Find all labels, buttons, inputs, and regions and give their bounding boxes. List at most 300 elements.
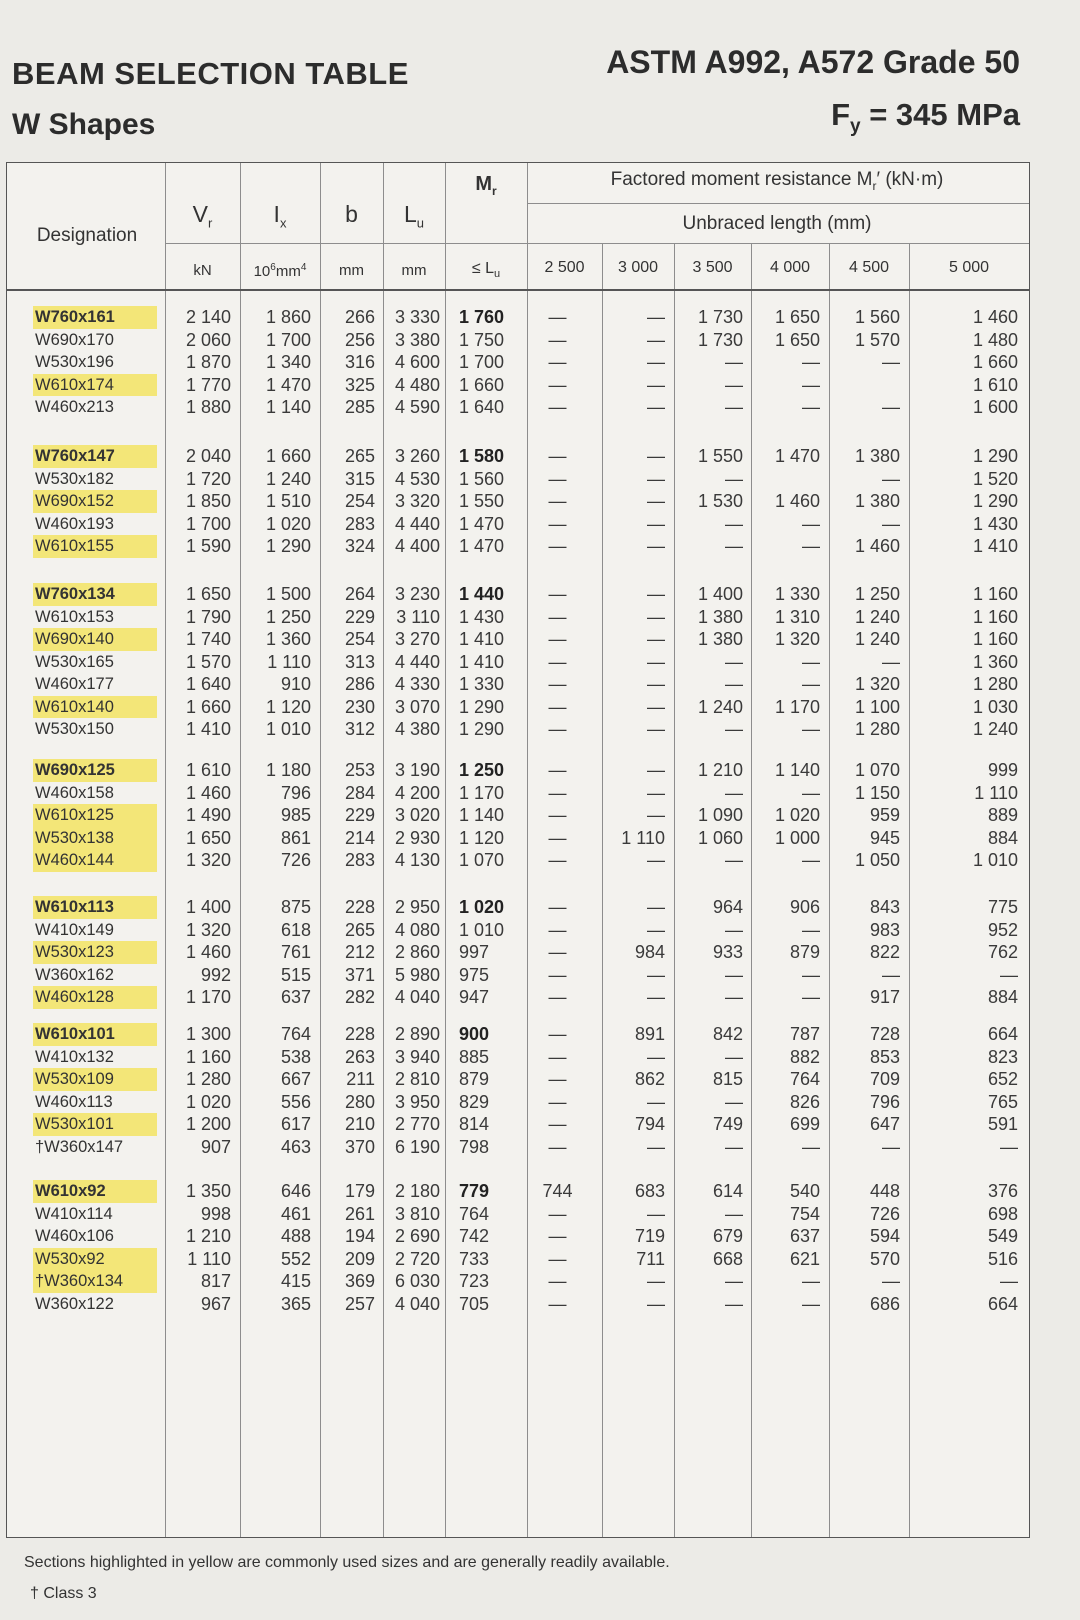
designation-cell: W460x193	[35, 514, 114, 533]
table-cell: 1 280	[972, 674, 1018, 694]
unbraced-length-header: Unbraced length (mm)	[682, 213, 872, 234]
col-divider	[829, 243, 830, 1537]
designation-column	[33, 1023, 157, 1158]
table-cell: 3 260	[394, 446, 440, 466]
m3500-column	[677, 306, 743, 419]
table-cell: 1 410	[459, 651, 505, 672]
table-cell: —	[725, 1271, 743, 1291]
table-cell: 975	[459, 964, 490, 985]
mr-column	[459, 1023, 523, 1158]
table-cell: 3 270	[394, 629, 440, 649]
table-cell: —	[882, 513, 900, 534]
col-divider	[383, 163, 384, 1537]
length-4500: 4 500	[848, 259, 890, 276]
table-cell: —	[1000, 1271, 1018, 1291]
table-cell: —	[548, 827, 567, 848]
table-cell: 933	[712, 942, 743, 962]
table-cell: 1 580	[459, 446, 505, 466]
beam-selection-table	[6, 162, 1030, 1538]
table-cell: 4 400	[394, 536, 440, 556]
table-cell: —	[647, 1293, 665, 1314]
table-cell: 842	[712, 1024, 743, 1044]
table-cell: 884	[987, 987, 1018, 1007]
table-cell	[832, 374, 900, 397]
designation-cell: W610x113	[33, 896, 157, 919]
table-cell: 1 020	[265, 513, 311, 534]
header-left	[12, 56, 409, 142]
designation-cell: W530x109	[33, 1068, 157, 1091]
table-cell: 2 890	[394, 1024, 440, 1044]
table-cell: —	[725, 1136, 743, 1157]
table-cell: —	[802, 1136, 820, 1157]
table-cell: —	[647, 1271, 665, 1291]
table-cell: —	[548, 629, 567, 649]
table-cell: 1 850	[185, 491, 231, 511]
table-cell: —	[802, 782, 820, 803]
designation-cell: W530x123	[33, 941, 157, 964]
table-cell: 1 070	[854, 760, 900, 780]
m5000-column	[912, 1023, 1018, 1158]
table-cell: 3 020	[394, 805, 440, 825]
table-cell: 1 240	[854, 606, 900, 627]
table-cell: —	[802, 674, 820, 694]
table-cell: 1 410	[972, 536, 1018, 556]
designation-cell: W610x174	[33, 374, 157, 397]
m5000-column	[912, 306, 1018, 419]
table-cell: —	[647, 1046, 665, 1067]
table-cell: 3 320	[394, 491, 440, 511]
table-cell: 1 160	[972, 584, 1018, 604]
b-column	[323, 306, 375, 419]
table-cell: 775	[987, 897, 1018, 917]
m3500-column	[677, 1180, 743, 1315]
table-cell: 1 240	[697, 696, 743, 717]
table-cell: 967	[200, 1293, 231, 1314]
table-cell: —	[725, 964, 743, 985]
table-cell: 229	[344, 805, 375, 825]
table-cell: —	[725, 651, 743, 672]
table-cell: —	[725, 536, 743, 556]
ix-unit: $10^6mm^4$	[253, 262, 307, 280]
table-cell: 1 170	[185, 987, 231, 1007]
mr-column	[459, 896, 523, 1009]
designation-column	[33, 445, 157, 558]
table-cell: 882	[789, 1046, 820, 1067]
table-cell: 964	[712, 897, 743, 917]
row-divider	[527, 203, 1029, 204]
table-cell: 1 360	[972, 651, 1018, 672]
footnote-class3: † Class 3	[30, 1585, 97, 1602]
ix-column	[243, 896, 311, 1009]
table-cell: 1 470	[265, 374, 311, 395]
table-cell: —	[647, 329, 665, 350]
m2500-column	[530, 896, 585, 1009]
table-cell: 1 120	[265, 696, 311, 717]
mr-column	[459, 445, 523, 558]
table-cell: 1 480	[972, 329, 1018, 350]
table-cell: 1 110	[187, 1248, 231, 1269]
table-cell: 798	[459, 1136, 490, 1157]
table-cell: 179	[344, 1181, 375, 1201]
ix-column	[243, 1023, 311, 1158]
table-cell: 2 140	[185, 307, 231, 327]
table-cell: 324	[344, 536, 375, 556]
table-cell: —	[548, 897, 567, 917]
m3500-column	[677, 1023, 743, 1158]
table-cell: 2 930	[394, 827, 440, 848]
vr-column	[169, 1023, 231, 1158]
table-cell: —	[548, 1248, 567, 1269]
page-subtitle: W Shapes	[12, 108, 156, 141]
table-cell: —	[802, 850, 820, 870]
table-cell: 1 510	[265, 491, 311, 511]
vr-column	[169, 1180, 231, 1315]
table-cell: 1 280	[185, 1069, 231, 1089]
ix-column	[243, 759, 311, 872]
table-cell: —	[647, 397, 665, 417]
ix-column	[243, 445, 311, 558]
col-divider	[602, 243, 603, 1537]
m4500-column	[832, 759, 900, 872]
table-cell: 1 160	[972, 606, 1018, 627]
m3000-column	[605, 445, 665, 558]
table-cell: 1 150	[854, 782, 900, 803]
table-cell: 3 230	[394, 584, 440, 604]
table-cell: 1 660	[265, 446, 311, 466]
table-cell: 796	[280, 782, 311, 803]
table-cell: 1 440	[459, 584, 505, 604]
col-divider	[165, 163, 166, 1537]
table-cell: 316	[344, 352, 375, 372]
table-cell: 765	[987, 1091, 1018, 1112]
table-cell: 1 410	[459, 629, 505, 649]
table-cell: 1 100	[854, 696, 900, 717]
designation-cell: W530x138	[33, 827, 157, 850]
table-cell: 1 790	[185, 606, 231, 627]
table-cell: —	[548, 374, 567, 395]
table-cell: 261	[344, 1203, 375, 1224]
table-cell: 371	[344, 964, 375, 985]
table-cell: —	[647, 491, 665, 511]
table-cell: 376	[987, 1181, 1018, 1201]
table-cell: 4 040	[394, 987, 440, 1007]
m2500-column	[530, 1180, 585, 1315]
table-cell: —	[548, 491, 567, 511]
b-column	[323, 759, 375, 872]
table-cell: 265	[344, 919, 375, 940]
table-cell: —	[725, 987, 743, 1007]
vr-column	[169, 759, 231, 872]
vr-header: $V_r$	[192, 201, 213, 231]
table-cell: 264	[344, 584, 375, 604]
table-cell: 652	[987, 1069, 1018, 1089]
table-cell: 1 650	[774, 329, 820, 350]
designation-cell: W610x92	[33, 1180, 157, 1203]
table-cell: 1 250	[854, 584, 900, 604]
table-cell: 764	[789, 1069, 820, 1089]
table-cell: —	[647, 1136, 665, 1157]
table-cell: —	[548, 919, 567, 940]
table-cell: 552	[280, 1248, 311, 1269]
lu-column	[386, 896, 440, 1009]
table-cell: 1 310	[774, 606, 820, 627]
m4000-column	[754, 896, 820, 1009]
table-cell: 618	[280, 919, 311, 940]
table-cell: 4 380	[394, 719, 440, 739]
table-cell: 4 200	[394, 782, 440, 803]
table-cell: —	[725, 513, 743, 534]
designation-header: Designation	[36, 225, 138, 246]
table-cell: 1 290	[972, 446, 1018, 466]
table-cell: 1 600	[972, 397, 1018, 417]
m4500-column	[832, 1023, 900, 1158]
designation-column	[33, 583, 157, 741]
b-unit: mm	[339, 262, 364, 279]
table-cell: 1 760	[459, 307, 505, 327]
table-cell: —	[647, 760, 665, 780]
table-cell: —	[548, 964, 567, 985]
table-cell: 5 980	[394, 964, 440, 985]
m3000-column	[605, 759, 665, 872]
m5000-column	[912, 896, 1018, 1009]
length-3000: 3 000	[617, 259, 659, 276]
table-cell: 885	[459, 1046, 490, 1067]
table-cell: 3 190	[394, 760, 440, 780]
designation-cell: W610x155	[33, 535, 157, 558]
table-cell: 764	[459, 1203, 490, 1224]
b-column	[323, 1180, 375, 1315]
table-cell: —	[1000, 1136, 1018, 1157]
m3000-column	[605, 896, 665, 1009]
table-cell: 3 110	[396, 606, 440, 627]
table-cell: 875	[280, 897, 311, 917]
table-cell: 1 380	[697, 606, 743, 627]
col-divider	[445, 163, 446, 1537]
table-cell: 1 550	[459, 491, 505, 511]
col-divider	[751, 243, 752, 1537]
m3000-column	[605, 306, 665, 419]
table-cell: 1 170	[774, 696, 820, 717]
table-cell: 817	[200, 1271, 231, 1291]
table-cell: 1 160	[185, 1046, 231, 1067]
table-cell: 1 880	[185, 397, 231, 417]
table-cell: 1 660	[185, 696, 231, 717]
table-cell: 4 440	[394, 651, 440, 672]
table-cell: 787	[789, 1024, 820, 1044]
designation-cell: W360x162	[35, 965, 114, 984]
table-cell: 2 950	[394, 897, 440, 917]
table-cell: —	[647, 513, 665, 534]
table-cell: 1 770	[185, 374, 231, 395]
ix-header: $I_x$	[273, 201, 287, 231]
mr-column	[459, 583, 523, 741]
table-cell: 461	[280, 1203, 311, 1224]
mr-column	[459, 1180, 523, 1315]
table-cell: 1 060	[697, 827, 743, 848]
col-divider	[240, 163, 241, 1537]
table-cell: 733	[459, 1248, 490, 1269]
m4500-column	[832, 896, 900, 1009]
table-cell: —	[882, 352, 900, 372]
table-cell: 984	[634, 942, 665, 962]
table-cell: 719	[634, 1226, 665, 1246]
table-cell: 230	[344, 696, 375, 717]
table-cell: 1 610	[185, 760, 231, 780]
b-column	[323, 896, 375, 1009]
table-cell: —	[802, 397, 820, 417]
col-divider	[320, 163, 321, 1537]
table-cell: 4 440	[394, 513, 440, 534]
table-cell: 1 730	[697, 329, 743, 350]
vr-unit: kN	[193, 262, 212, 279]
table-cell: 1 660	[972, 352, 1018, 372]
table-cell: 2 180	[394, 1181, 440, 1201]
designation-cell: W460x113	[35, 1092, 113, 1111]
table-cell: 889	[987, 805, 1018, 825]
table-cell: 285	[344, 397, 375, 417]
b-column	[323, 445, 375, 558]
table-cell: 1 430	[459, 606, 505, 627]
table-cell: —	[548, 850, 567, 870]
table-cell: 728	[869, 1024, 900, 1044]
page-title: BEAM SELECTION TABLE	[12, 56, 409, 91]
table-cell: 4 530	[394, 468, 440, 489]
table-cell: 744	[542, 1181, 573, 1201]
table-cell: 3 380	[394, 329, 440, 350]
designation-cell: W690x140	[33, 628, 157, 651]
designation-cell: W460x158	[35, 783, 114, 802]
table-cell: 617	[280, 1114, 311, 1134]
table-cell: 540	[789, 1181, 820, 1201]
table-cell: 829	[459, 1091, 490, 1112]
table-cell: 1 120	[459, 827, 505, 848]
table-cell: 906	[789, 897, 820, 917]
table-cell: 1 750	[459, 329, 505, 350]
table-cell: —	[725, 719, 743, 739]
designation-cell: W460x144	[33, 849, 157, 872]
table-cell: 1 430	[972, 513, 1018, 534]
table-cell: 3 950	[394, 1091, 440, 1112]
table-cell: 1 490	[185, 805, 231, 825]
table-cell: 1 410	[185, 719, 231, 739]
table-cell: 254	[344, 491, 375, 511]
row-divider	[165, 243, 1029, 244]
designation-cell: W460x177	[35, 675, 114, 693]
table-cell: 1 470	[774, 446, 820, 466]
table-cell: —	[548, 1091, 567, 1112]
designation-cell: W610x153	[35, 607, 114, 626]
table-cell: 254	[344, 629, 375, 649]
table-cell: —	[647, 1091, 665, 1112]
designation-cell: W530x101	[33, 1113, 157, 1136]
table-cell: —	[548, 606, 567, 627]
m2500-column	[530, 1023, 585, 1158]
table-cell: 6 190	[394, 1136, 440, 1157]
lu-column	[386, 1023, 440, 1158]
table-cell: 1 240	[265, 468, 311, 489]
table-cell: 815	[712, 1069, 743, 1089]
table-cell: 637	[280, 987, 311, 1007]
table-cell: 814	[459, 1114, 490, 1134]
table-cell: 1 240	[854, 629, 900, 649]
table-cell: 1 010	[265, 719, 311, 739]
table-cell: 570	[869, 1248, 900, 1269]
table-cell: 1 180	[265, 760, 311, 780]
table-cell: 2 720	[394, 1248, 440, 1269]
table-cell: —	[725, 468, 743, 489]
table-cell: —	[725, 850, 743, 870]
table-cell: 646	[280, 1181, 311, 1201]
table-cell: 1 380	[697, 629, 743, 649]
table-cell: 228	[344, 897, 375, 917]
table-cell: 1 290	[265, 536, 311, 556]
vr-column	[169, 306, 231, 419]
table-cell: 1 640	[459, 397, 505, 417]
designation-cell: W530x196	[35, 353, 114, 371]
table-cell: 764	[280, 1024, 311, 1044]
vr-column	[169, 896, 231, 1009]
table-cell: —	[647, 987, 665, 1007]
m3000-column	[605, 1180, 665, 1315]
table-cell: 284	[344, 782, 375, 803]
m4000-column	[754, 583, 820, 741]
table-cell: —	[647, 805, 665, 825]
table-cell: 6 030	[394, 1271, 440, 1291]
table-cell: 907	[200, 1136, 231, 1157]
table-cell: 3 070	[394, 696, 440, 717]
table-cell: 280	[344, 1091, 375, 1112]
designation-cell: W760x134	[33, 583, 157, 606]
table-cell: 1 470	[459, 513, 505, 534]
b-column	[323, 583, 375, 741]
table-cell: 3 940	[394, 1046, 440, 1067]
table-cell: —	[725, 1091, 743, 1112]
table-cell: —	[548, 1136, 567, 1157]
table-cell: —	[725, 374, 743, 395]
table-cell: —	[548, 468, 567, 489]
table-cell: 709	[869, 1069, 900, 1089]
table-cell: 253	[344, 760, 375, 780]
table-cell: —	[548, 1069, 567, 1089]
table-cell: 667	[280, 1069, 311, 1089]
table-cell: 228	[344, 1024, 375, 1044]
table-cell: 283	[344, 850, 375, 870]
table-cell: —	[647, 307, 665, 327]
table-cell: —	[725, 1046, 743, 1067]
table-cell: 1 570	[854, 329, 900, 350]
table-cell: 1 050	[854, 850, 900, 870]
table-cell: 1 720	[185, 468, 231, 489]
table-cell: 686	[869, 1293, 900, 1314]
designation-cell: W690x125	[33, 759, 157, 782]
col-divider	[527, 163, 528, 1537]
table-cell: 1 090	[697, 805, 743, 825]
table-cell: —	[882, 468, 900, 489]
vr-column	[169, 583, 231, 741]
table-cell: 1 240	[972, 719, 1018, 739]
table-cell: 1 140	[265, 397, 311, 417]
table-cell: 822	[869, 942, 900, 962]
table-cell: 997	[459, 942, 490, 962]
table-cell: 679	[712, 1226, 743, 1246]
lu-column	[386, 445, 440, 558]
m4500-column	[832, 445, 900, 558]
table-cell: —	[647, 536, 665, 556]
table-cell: 315	[344, 468, 375, 489]
table-cell: 1 650	[774, 307, 820, 327]
table-cell: 325	[344, 374, 375, 395]
table-cell: 257	[344, 1293, 375, 1314]
